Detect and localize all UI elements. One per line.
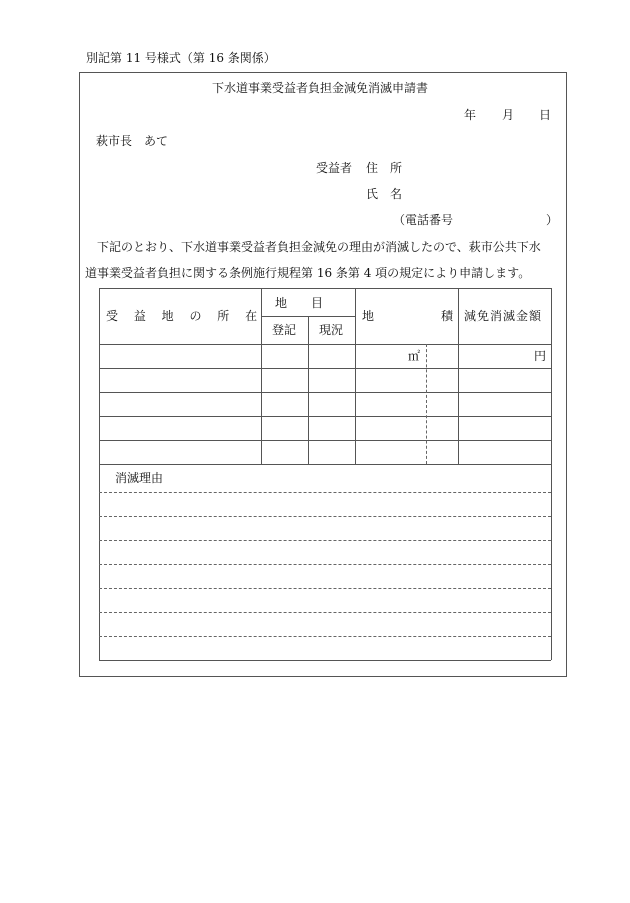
phone-close: ） (546, 213, 559, 227)
date-month: 月 (502, 108, 515, 122)
addressee: 萩市長 あて (96, 134, 169, 148)
body-text-line2: 道事業受益者負担に関する条例施行規程第 16 条第 4 項の規定により申請します。 (85, 266, 531, 280)
header-area-left: 地 (362, 309, 375, 323)
reason-label: 消滅理由 (115, 471, 164, 485)
amount-unit: 円 (534, 349, 547, 363)
date-day: 日 (539, 108, 552, 122)
form-title: 下水道事業受益者負担金減免消滅申請書 (212, 81, 429, 95)
header-current: 現況 (319, 323, 344, 337)
header-land-category: 地 目 (275, 296, 324, 310)
header-area-right: 積 (441, 309, 454, 323)
name-label: 氏 名 (366, 187, 403, 201)
form-number: 別記第 11 号様式（第 16 条関係） (86, 51, 276, 65)
header-amount: 減免消滅金額 (464, 309, 543, 323)
header-registered: 登記 (272, 323, 297, 337)
header-location: 受 益 地 の 所 在 (106, 309, 264, 323)
date-year: 年 (464, 108, 477, 122)
area-unit: ㎡ (408, 349, 421, 363)
body-text-line1: 下記のとおり、下水道事業受益者負担金減免の理由が消滅したので、萩市公共下水 (97, 240, 541, 254)
phone-label: （電話番号 (393, 213, 454, 227)
address-label: 住 所 (366, 161, 403, 175)
applicant-label: 受益者 (316, 161, 353, 175)
